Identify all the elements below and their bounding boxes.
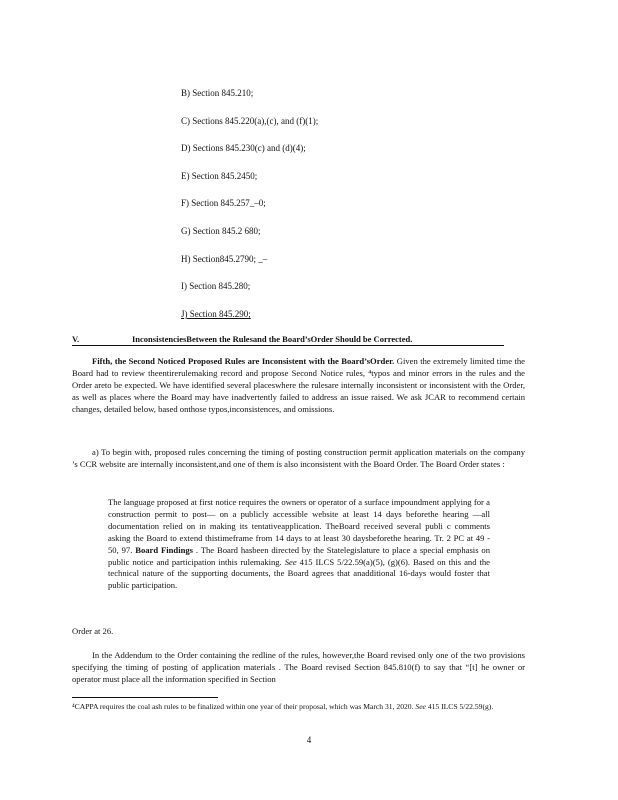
quote-text: 415 ILCS 5/22.59(a)(5), (g)(6). Based on this and the technical nature of the supporting documents, the Board agrees that anadditional 16-days would foster that public participation. [108,556,490,591]
list-item: E) Section 845.2450; [181,171,258,181]
list-item: H) Section845.2790; _– [181,254,268,264]
quote-bold: Board Findings [135,544,194,555]
list-item: D) Sections 845.230(c) and (d)(4); [181,143,306,153]
page-number: 4 [306,735,312,745]
paragraph-timing: a) To begin with, proposed rules concerning the timing of posting construction permit application materials on the company ’s CCR website are internally inconsistent,and one of them is also inconsistent with the Board Order. The Board Order states : [72,447,525,469]
list-item: I) Section 845.280; [181,281,251,291]
section-heading [72,334,504,346]
footnote-signal: See [415,702,426,711]
footnote-divider [72,697,218,698]
list-item: F) Section 845.257_–0; [181,198,266,208]
block-quote [108,497,490,592]
footnote [72,702,525,712]
quote-text: The language proposed at first notice requires the owners or operator of a surface impoundment applying for a construction permit to post— on a publicly accessible website at least 14 days beforethe hearing —all documentation relied on in making its tentativeapplication. TheBoard received several publi c comments asking the Board to extend thistimeframe from 14 days to at least 30 daysbeforethe hearing. Tr. 2 PC at 49 - 50, 97. [108,497,490,555]
paragraph-lead: Fifth, the Second Noticed Proposed Rules are Inconsistent with the Board’sOrder. [92,356,395,366]
quote-signal: See [284,556,297,567]
footnote-text: 415 ILCS 5/22.59(g). [425,702,494,711]
order-citation: Order at 26. [72,626,114,636]
section-title: InconsistenciesBetween the Rulesand the Board’sOrder Should be Corrected. [132,334,413,344]
list-item: C) Sections 845.220(a),(c), and (f)(1); [181,116,319,126]
list-item: G) Section 845.2 680; [181,226,261,236]
footnote-text: ⁴CAPPA requires the coal ash rules to be finalized within one year of their proposal, which was March 31, 2020. [72,702,416,711]
paragraph-addendum: In the Addendum to the Order containing the redline of the rules, however,the Board revised only one of the two provisions specifying the timing of posting of application materials . The Board revised Section 845.810(f) to say that “[t] he owner or operator must place all the information specified in Section [72,650,525,684]
list-item: J) Section 845.290; [181,309,251,319]
quote-text: . The Board hasbeen directed by the Statelegislature to place a special emphasis on public notice and participation inthis rulemaking. [108,544,490,567]
paragraph-body: Given the extremely limited time the Board had to review theentirerulemaking record and propose Second Notice rules, ⁴typos and minor errors in the rules and the Order areto be expected. We have identified several placeswhere the rulesare internally inconsistent or inconsistent with the Order, as well as places where the Board may have inadvertently failed to address an issue raised. We ask JCAR to recommend certain changes, detailed below, based onthose typos,inconsistences, and omissions. [72,356,525,414]
section-number: V. [72,334,80,344]
list-item: B) Section 845.210; [181,88,254,98]
paragraph-fifth [72,356,525,416]
